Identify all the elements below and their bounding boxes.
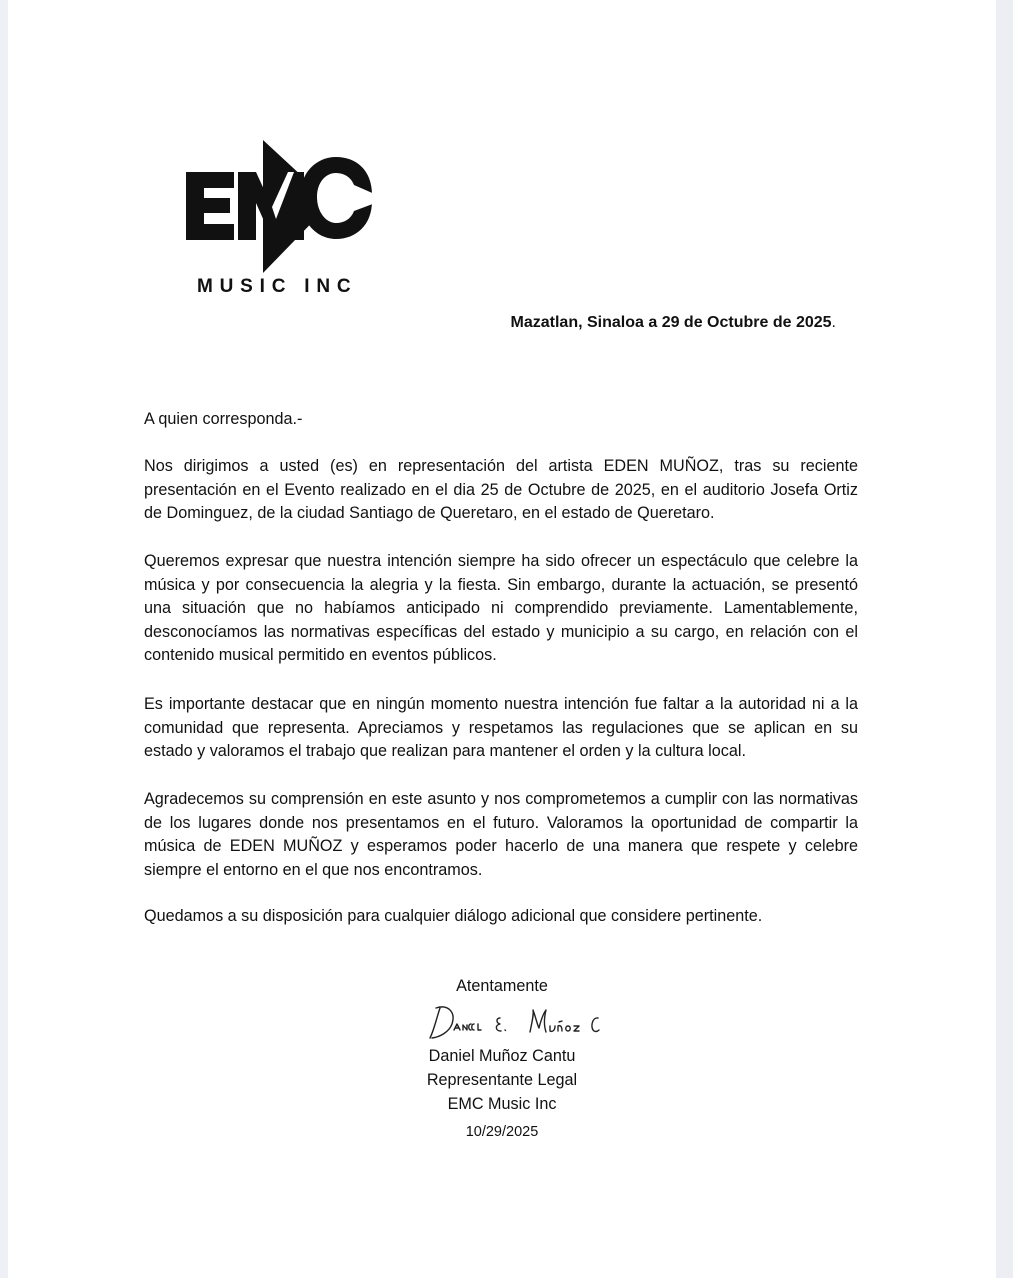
letter-page [8, 0, 996, 1278]
viewer-background-strip [996, 0, 1013, 1278]
place-date-dot: . [831, 314, 836, 331]
paragraph-3: Es importante destacar que en ningún momento nuestra intención fue faltar a la autoridad ni a la comunidad que representa. Apreciamos y respetamos las regulaciones que se aplican en su estado y valoramos el trabajo que realizan para mantener el orden y la cultura local. [144, 695, 858, 760]
salutation: A quien corresponda.- [144, 410, 303, 428]
paragraph-1: Nos dirigimos a usted (es) en representación del artista EDEN MUÑOZ, tras su reciente presentación en el Evento realizado en el dia 25 de Octubre de 2025, en el auditorio Josefa Ortiz de Dominguez, de la ciudad Santiago de Queretaro, en el estado de Queretaro. [144, 457, 858, 522]
signer-company: EMC Music Inc [447, 1095, 557, 1113]
handwritten-signature [426, 1000, 616, 1045]
paragraph-4: Agradecemos su comprensión en este asunto y nos comprometemos a cumplir con las normativas de los lugares donde nos presentamos en el futuro. Valoramos la oportunidad de compartir la música de EDEN MUÑOZ y esperamos poder hacerlo de una manera que respete y celebre siempre el entorno en el que nos encontramos. [144, 790, 858, 879]
place-date [511, 314, 836, 332]
logo-subtitle: MUSIC INC [197, 276, 358, 297]
paragraph-2: Queremos expresar que nuestra intención siempre ha sido ofrecer un espectáculo que celebre la música y por consecuencia la alegria y la fiesta. Sin embargo, durante la actuación, se presentó una situación que no habíamos anticipado ni comprendido previamente. Lamentablemente, desconocíamos las normativas específicas del estado y municipio a su cargo, en relación con el contenido musical permitido en eventos públicos. [144, 552, 858, 664]
closing-farewell: Atentamente [456, 977, 548, 995]
signature-icon [426, 1000, 616, 1045]
signature-date: 10/29/2025 [465, 1124, 539, 1140]
paragraph-5: Quedamos a su disposición para cualquier diálogo adicional que considere pertinente. [144, 907, 763, 925]
place-date-text: Mazatlan, Sinaloa a 29 de Octubre de 2025 [510, 314, 832, 331]
signer-name: Daniel Muñoz Cantu [428, 1047, 576, 1065]
signer-role: Representante Legal [426, 1071, 578, 1089]
